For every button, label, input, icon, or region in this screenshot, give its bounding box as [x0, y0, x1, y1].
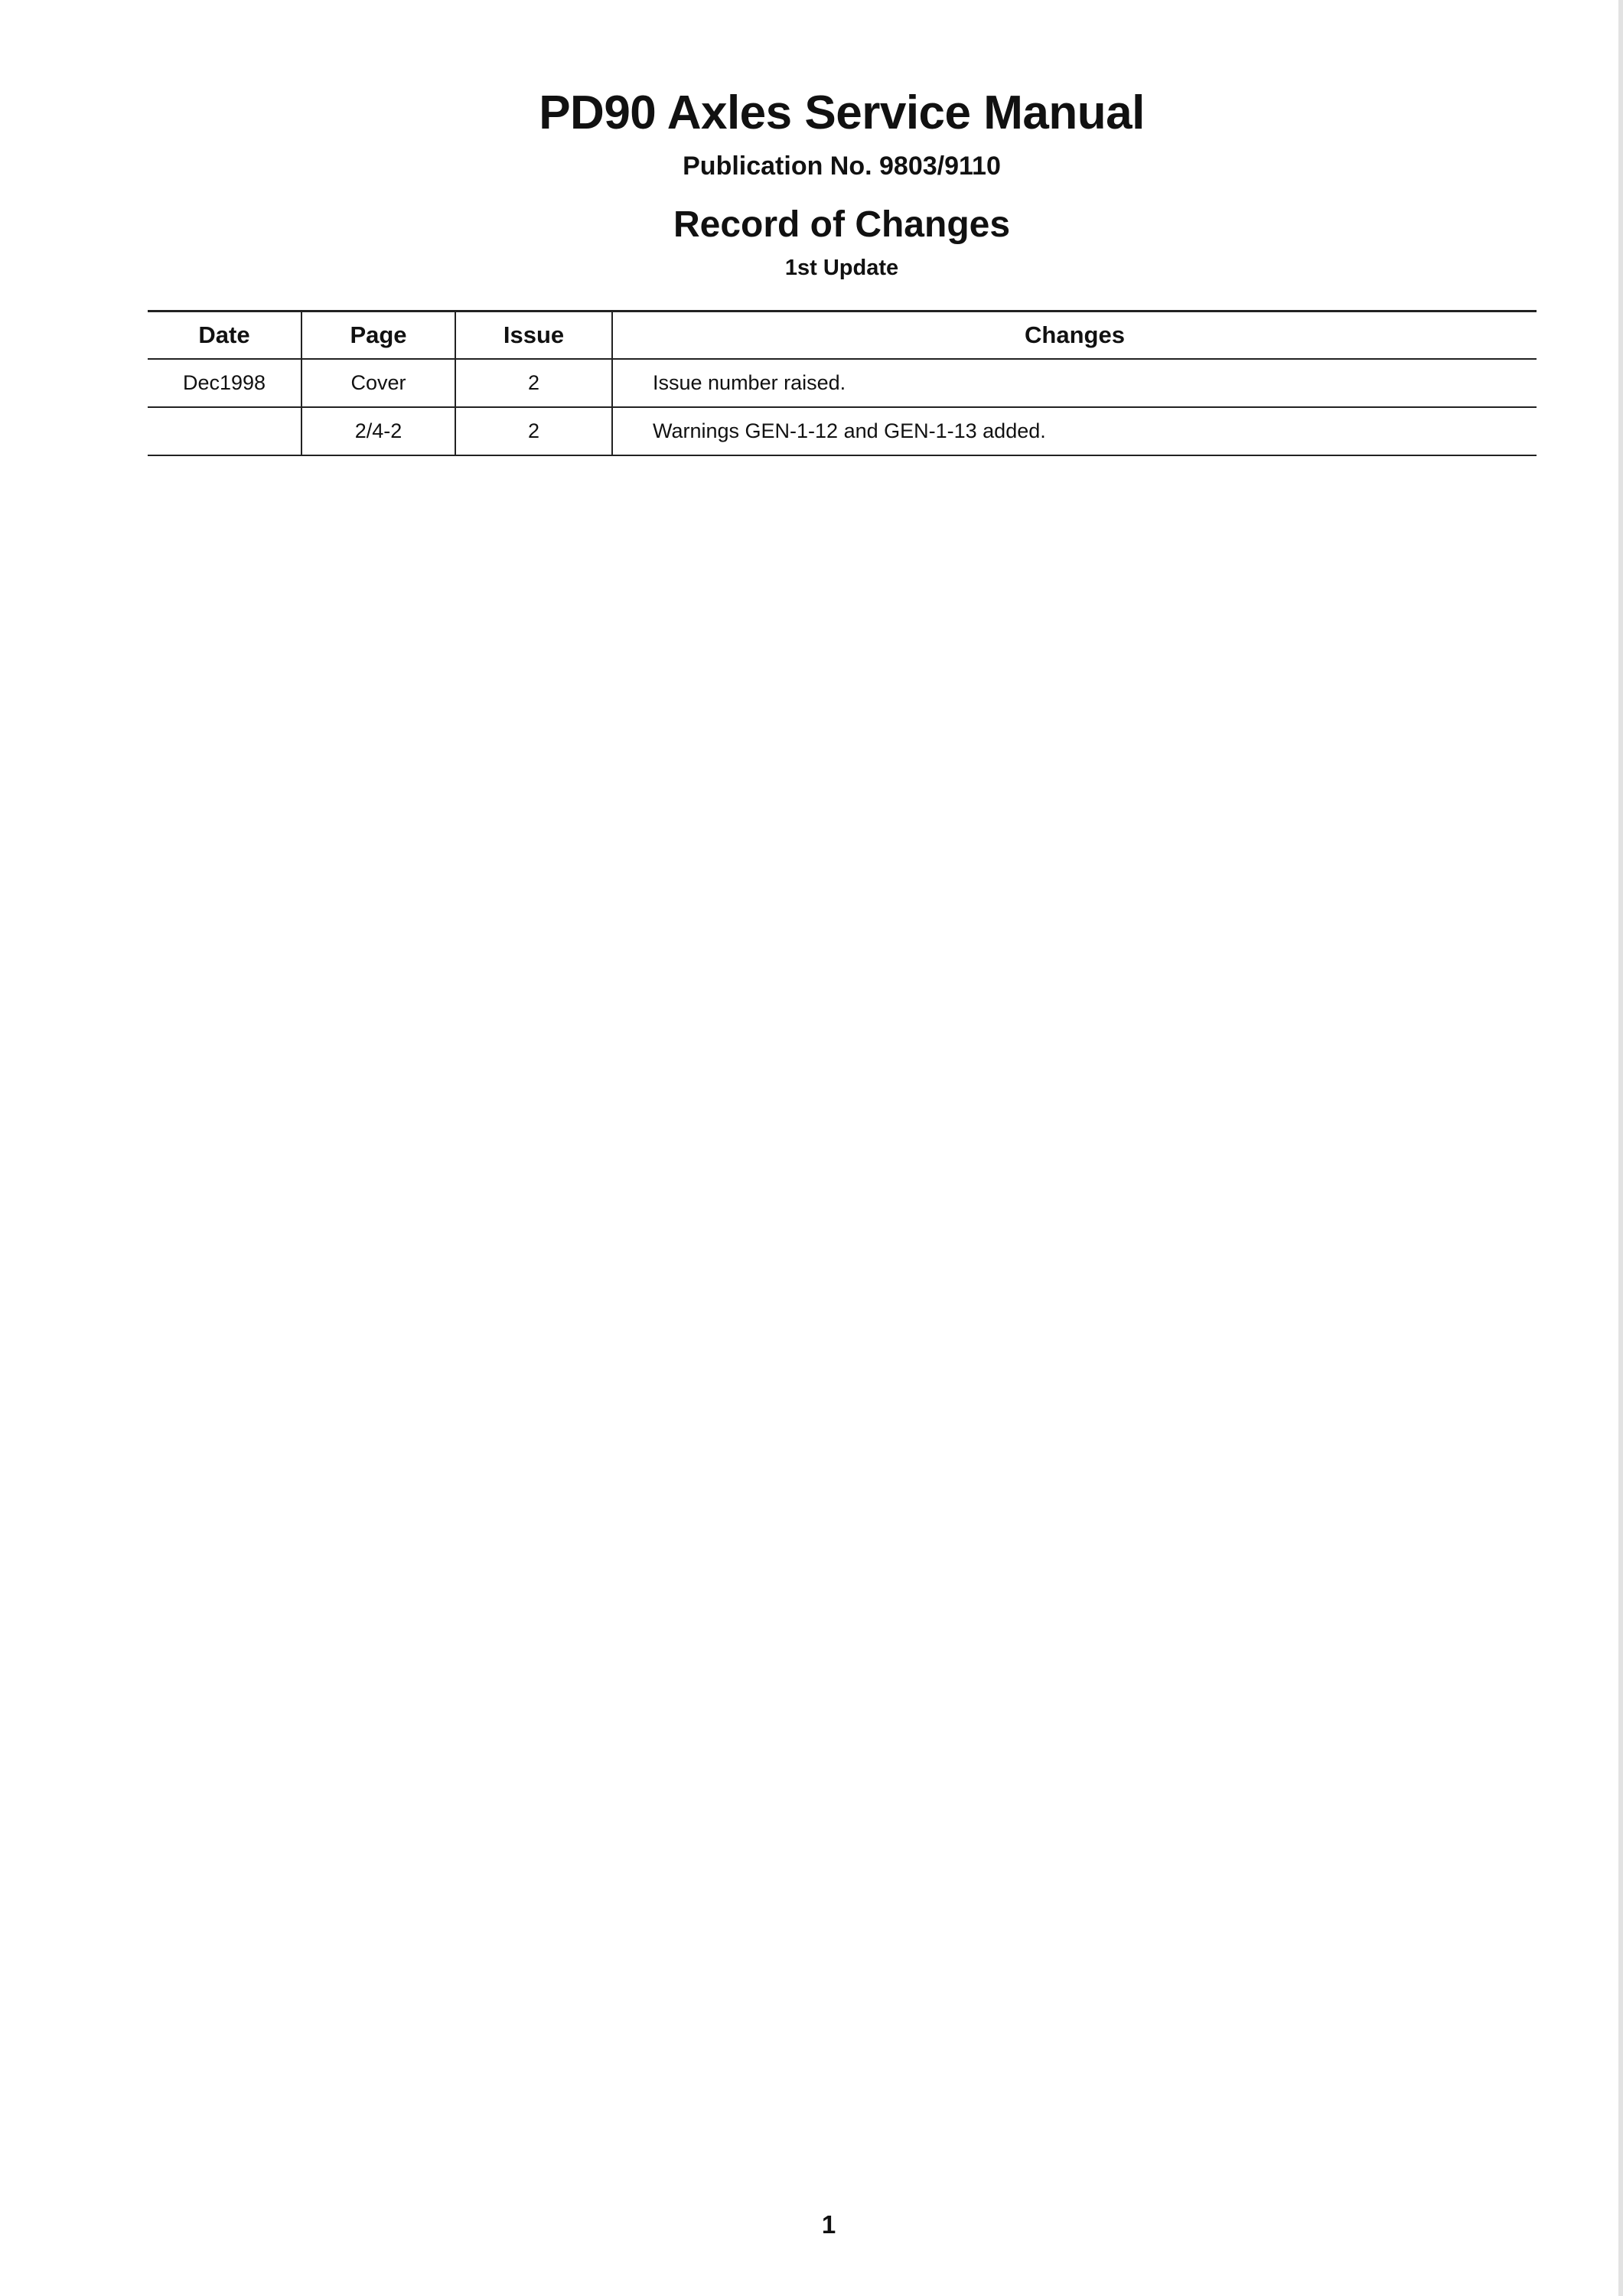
page-number: 1: [821, 2210, 836, 2239]
scan-binding-edge: [1618, 0, 1623, 2296]
update-label: 1st Update: [784, 256, 899, 280]
cell-issue: 2: [455, 359, 612, 407]
header-page: Page: [301, 311, 455, 360]
section-title: Record of Changes: [673, 204, 1011, 245]
header-date: Date: [148, 311, 301, 360]
cell-changes: Warnings GEN-1-12 and GEN-1-13 added.: [612, 407, 1537, 455]
header-changes: Changes: [612, 311, 1537, 360]
cell-date: [148, 407, 301, 455]
document-title: PD90 Axles Service Manual: [539, 86, 1145, 139]
cell-page: Cover: [301, 359, 455, 407]
record-of-changes-table: [148, 310, 1537, 456]
table-row: [148, 359, 1537, 407]
table-row: [148, 407, 1537, 455]
cell-issue: 2: [455, 407, 612, 455]
publication-number: Publication No. 9803/9110: [683, 152, 1001, 181]
cell-date: Dec1998: [148, 359, 301, 407]
header-issue: Issue: [455, 311, 612, 360]
table-header-row: [148, 311, 1537, 360]
cell-changes: Issue number raised.: [612, 359, 1537, 407]
cell-page: 2/4-2: [301, 407, 455, 455]
